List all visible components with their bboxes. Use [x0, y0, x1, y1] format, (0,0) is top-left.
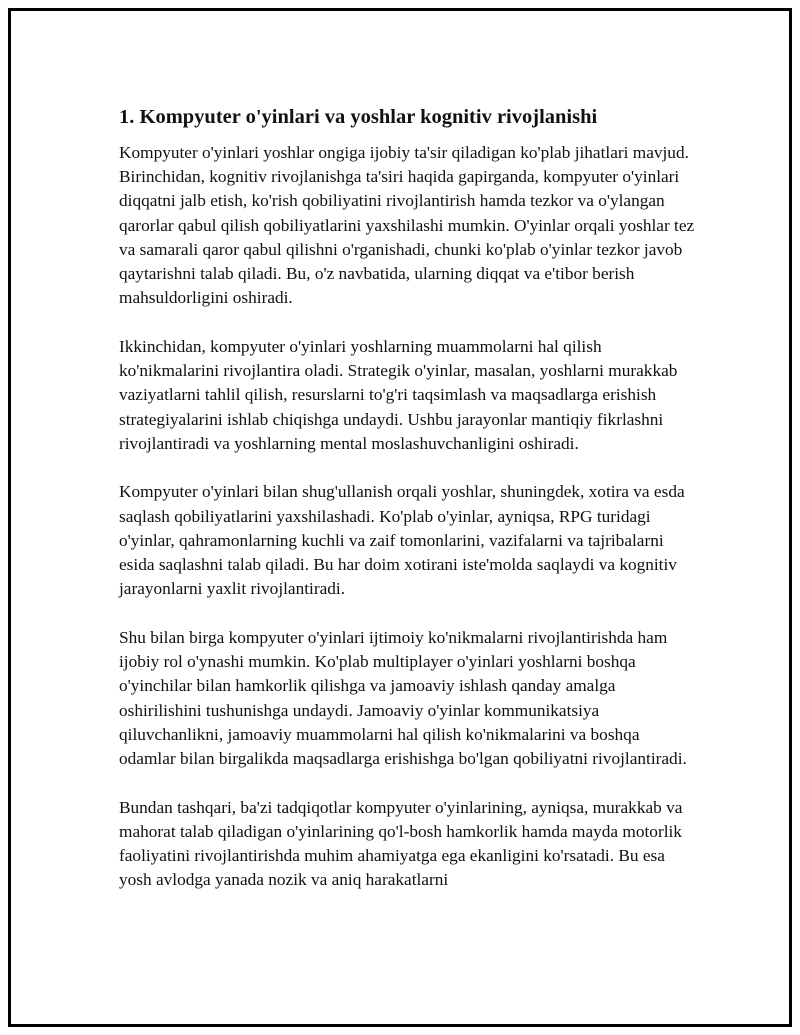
paragraph-3: Kompyuter o'yinlari bilan shug'ullanish orqali yoshlar, shuningdek, xotira va esda saqlash qobiliyatlarini yaxshilashadi. Ko'plab o'yinlar, ayniqsa, RPG turidagi o'yinlar, qahramonlarning kuchli va zaif tomonlarini, vazifalarni va tajribalarni esida saqlashni talab qiladi. Bu har doim xotirani iste'molda saqlaydi va kognitiv jarayonlarni yaxlit rivojlantiradi. — [119, 482, 685, 599]
section-heading: 1. Kompyuter o'yinlari va yoshlar kognitiv rivojlanishi — [119, 106, 598, 128]
page-frame — [8, 8, 792, 1027]
paragraph-1: Kompyuter o'yinlari yoshlar ongiga ijobiy ta'sir qiladigan ko'plab jihatlari mavjud. Birinchidan, kognitiv rivojlanishga ta'siri haqida gapirganda, kompyuter o'yinlari diqqatni jalb etish, ko'rish qobiliyatini rivojlantirish hamda tezkor va o'ylangan qarorlar qabul qilish qobiliyatlarini yaxshilashi mumkin. O'yinlar orqali yoshlar tez va samarali qaror qabul qilishni o'rganishadi, chunki ko'plab o'yinlar tezkor javob qaytarishni talab qiladi. Bu, o'z navbatida, ularning diqqat va e'tibor berish mahsuldorligini oshiradi. — [119, 143, 695, 308]
paragraph-4: Shu bilan birga kompyuter o'yinlari ijtimoiy ko'nikmalarni rivojlantirishda ham ijobiy rol o'ynashi mumkin. Ko'plab multiplayer o'yinlari yoshlarni boshqa o'yinchilar bilan hamkorlik qilishga va jamoaviy ishlash qanday amalga oshirilishini tushunishga undaydi. Jamoaviy o'yinlar kommunikatsiya qiluvchanlikni, jamoaviy muammolarni hal qilish ko'nikmalarini va boshqa odamlar bilan birgalikda maqsadlarga erishishga bo'lgan qobiliyatni rivojlantiradi. — [119, 627, 687, 768]
paragraph-5: Bundan tashqari, ba'zi tadqiqotlar kompyuter o'yinlarining, ayniqsa, murakkab va mahorat talab qiladigan o'yinlarining qo'l-bosh hamkorlik hamda mayda motorlik faoliyatini rivojlantirishda muhim ahamiyatga ega ekanligini ko'rsatadi. Bu esa yosh avlodga yanada nozik va aniq harakatlarni — [119, 797, 683, 890]
document-body — [119, 103, 697, 917]
paragraph-2: Ikkinchidan, kompyuter o'yinlari yoshlarning muammolarni hal qilish ko'nikmalarini rivojlantira oladi. Strategik o'yinlar, masalan, yoshlarni murakkab vaziyatlarni tahlil qilish, resurslarni to'g'ri taqsimlash va maqsadlarga erishish strategiyalarini ishlab chiqishga undaydi. Ushbu jarayonlar mantiqiy fikrlashni rivojlantiradi va yoshlarning mental moslashuvchanligini oshiradi. — [119, 336, 678, 453]
